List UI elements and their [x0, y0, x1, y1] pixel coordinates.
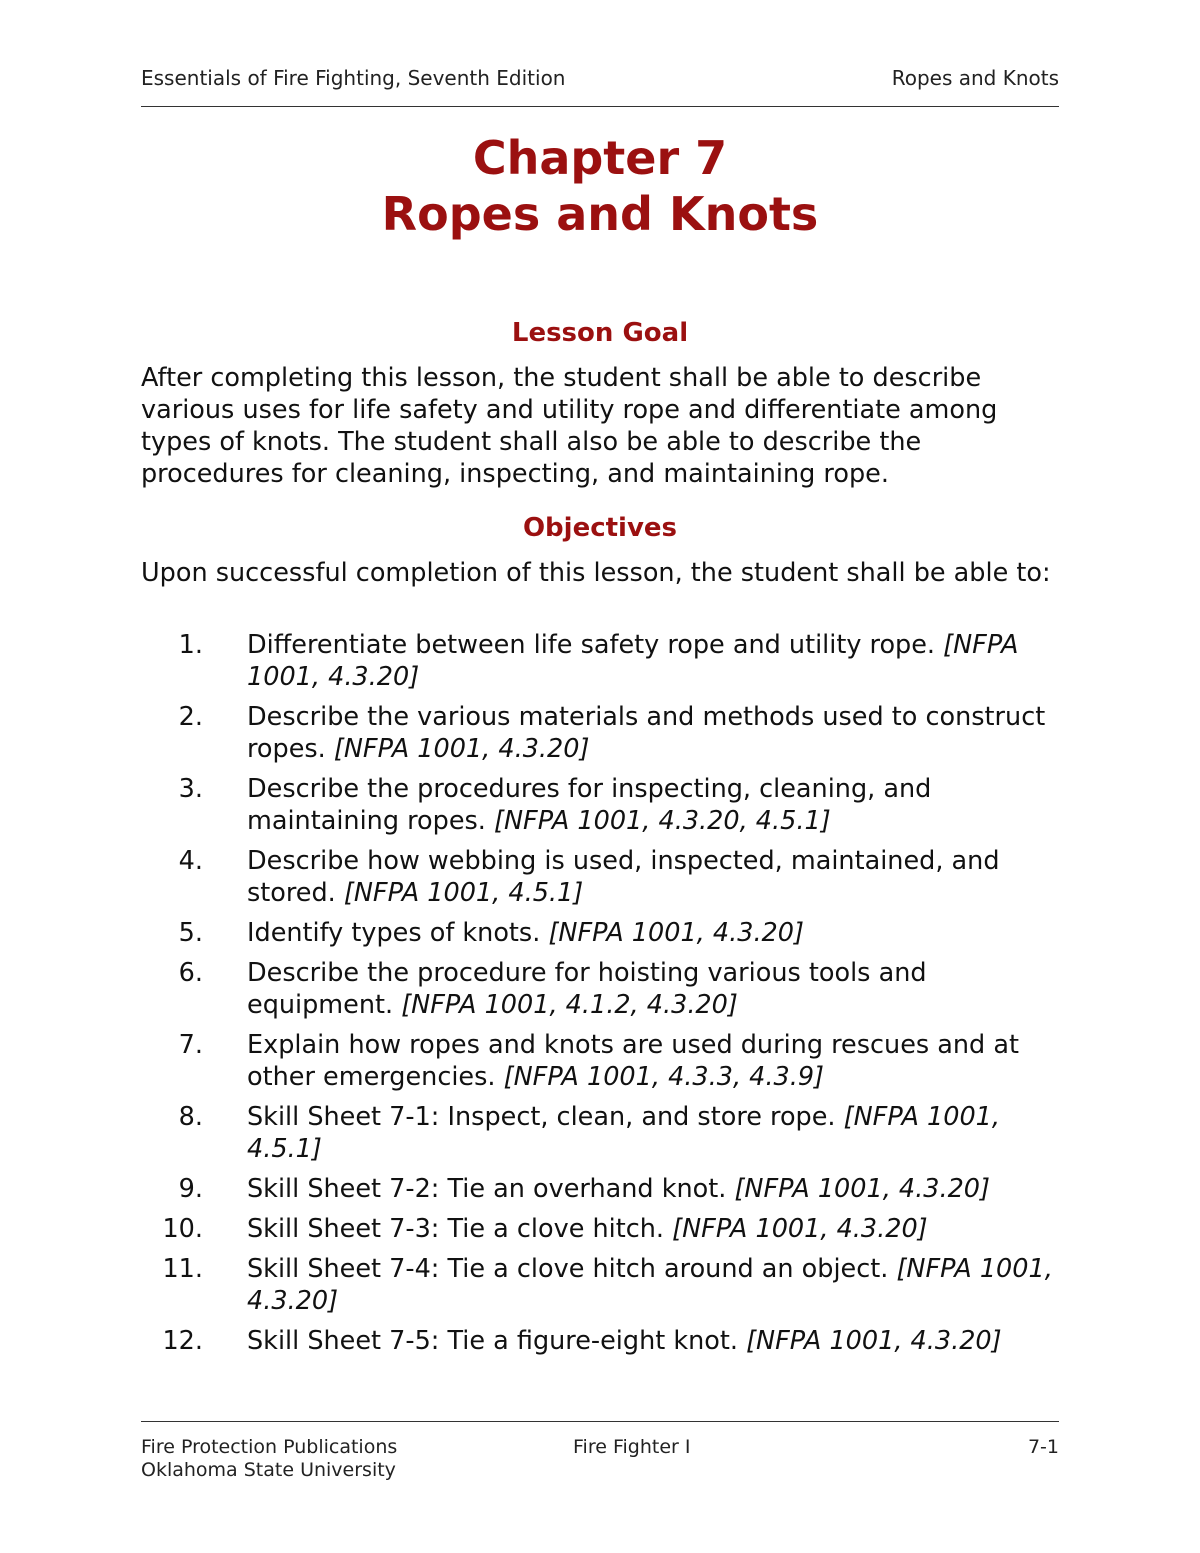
- objective-nfpa-reference: [NFPA 1001, 4.3.20]: [247, 630, 1019, 692]
- header-book-title: Essentials of Fire Fighting, Seventh Edition: [141, 66, 566, 90]
- objective-text: [247, 1253, 1067, 1317]
- chapter-title: [0, 130, 1200, 242]
- objective-description: Describe the procedures for inspecting, cleaning, and maintaining ropes.: [247, 774, 932, 836]
- objective-item: [141, 917, 1071, 949]
- objective-nfpa-reference: [NFPA 1001, 4.3.20]: [333, 734, 590, 764]
- page-header: [141, 66, 1059, 107]
- objective-number: 8.: [178, 1102, 203, 1132]
- objective-nfpa-reference: [NFPA 1001, 4.3.20]: [548, 918, 804, 948]
- objective-item: [141, 1173, 1071, 1205]
- objective-text: [247, 1029, 1067, 1093]
- objective-text: [247, 845, 1067, 909]
- objective-number: 9.: [178, 1174, 203, 1204]
- objectives-list: [141, 629, 1071, 1365]
- objective-item: [141, 1213, 1071, 1245]
- objective-description: Differentiate between life safety rope and utility rope.: [247, 630, 936, 660]
- objective-text: [247, 1213, 1067, 1245]
- objective-item: [141, 1253, 1071, 1317]
- objective-nfpa-reference: [NFPA 1001, 4.3.20, 4.5.1]: [494, 806, 831, 836]
- footer-publisher-block: [141, 1436, 397, 1482]
- lesson-goal-heading: Lesson Goal: [511, 318, 689, 348]
- objective-number: 4.: [178, 846, 203, 876]
- lesson-goal-text: After completing this lesson, the student shall be able to describe various uses for life safety and utility rope and differentiate among types of knots. The student shall also be able to describe the procedures for cleaning, inspecting, and maintaining rope.: [141, 363, 998, 489]
- objective-nfpa-reference: [NFPA 1001, 4.3.20]: [672, 1214, 928, 1244]
- objective-number: 11.: [162, 1254, 203, 1284]
- objectives-heading: Objectives: [522, 513, 678, 543]
- objective-nfpa-reference: [NFPA 1001, 4.3.3, 4.3.9]: [503, 1062, 825, 1092]
- objective-text: [247, 773, 1067, 837]
- objective-number: 2.: [178, 702, 203, 732]
- footer-divider: [141, 1421, 1059, 1422]
- objectives-intro: Upon successful completion of this lesson, the student shall be able to:: [141, 558, 1051, 588]
- objective-nfpa-reference: [NFPA 1001, 4.3.20]: [734, 1174, 990, 1204]
- objective-description: Skill Sheet 7-3: Tie a clove hitch.: [247, 1214, 665, 1244]
- objective-description: Describe the various materials and methods used to construct ropes.: [247, 702, 1046, 764]
- objective-text: [247, 1101, 1067, 1165]
- objective-description: Explain how ropes and knots are used during rescues and at other emergencies.: [247, 1030, 1019, 1092]
- objective-item: [141, 701, 1071, 765]
- objective-text: [247, 629, 1067, 693]
- objective-text: [247, 1325, 1067, 1357]
- header-chapter-title: Ropes and Knots: [891, 66, 1059, 90]
- objective-number: 3.: [178, 774, 203, 804]
- objective-description: Identify types of knots.: [247, 918, 541, 948]
- objective-number: 12.: [162, 1326, 203, 1356]
- objective-description: Describe how webbing is used, inspected, maintained, and stored.: [247, 846, 1000, 908]
- objective-description: Skill Sheet 7-5: Tie a figure-eight knot.: [247, 1326, 738, 1356]
- objective-description: Describe the procedure for hoisting various tools and equipment.: [247, 958, 927, 1020]
- objective-number: 5.: [178, 918, 203, 948]
- objective-text: [247, 1173, 1067, 1205]
- objective-nfpa-reference: [NFPA 1001, 4.5.1]: [343, 878, 584, 908]
- objective-item: [141, 1029, 1071, 1093]
- objective-item: [141, 773, 1071, 837]
- objective-nfpa-reference: [NFPA 1001, 4.3.20]: [746, 1326, 1002, 1356]
- footer-page-number: 7-1: [1027, 1436, 1059, 1458]
- objective-text: [247, 701, 1067, 765]
- objective-item: [141, 1101, 1071, 1165]
- objective-item: [141, 1325, 1071, 1357]
- objective-item: [141, 957, 1071, 1021]
- objective-number: 10.: [162, 1214, 203, 1244]
- objective-number: 1.: [178, 630, 203, 660]
- objective-description: Skill Sheet 7-2: Tie an overhand knot.: [247, 1174, 727, 1204]
- objective-item: [141, 629, 1071, 693]
- objective-number: 6.: [178, 958, 203, 988]
- objective-number: 7.: [178, 1030, 203, 1060]
- footer-publisher: Fire Protection Publications: [141, 1436, 398, 1458]
- objective-description: Skill Sheet 7-4: Tie a clove hitch around an object.: [247, 1254, 889, 1284]
- objective-item: [141, 845, 1071, 909]
- objective-nfpa-reference: [NFPA 1001, 4.3.20]: [247, 1254, 1053, 1316]
- objective-text: [247, 957, 1067, 1021]
- footer-university: Oklahoma State University: [141, 1459, 396, 1481]
- chapter-name: Ropes and Knots: [381, 187, 819, 241]
- objective-nfpa-reference: [NFPA 1001, 4.1.2, 4.3.20]: [401, 990, 738, 1020]
- objective-nfpa-reference: [NFPA 1001, 4.5.1]: [247, 1102, 1001, 1164]
- footer-course: Fire Fighter I: [573, 1436, 691, 1458]
- objective-text: [247, 917, 1067, 949]
- chapter-number: Chapter 7: [472, 131, 728, 185]
- objective-description: Skill Sheet 7-1: Inspect, clean, and store rope.: [247, 1102, 836, 1132]
